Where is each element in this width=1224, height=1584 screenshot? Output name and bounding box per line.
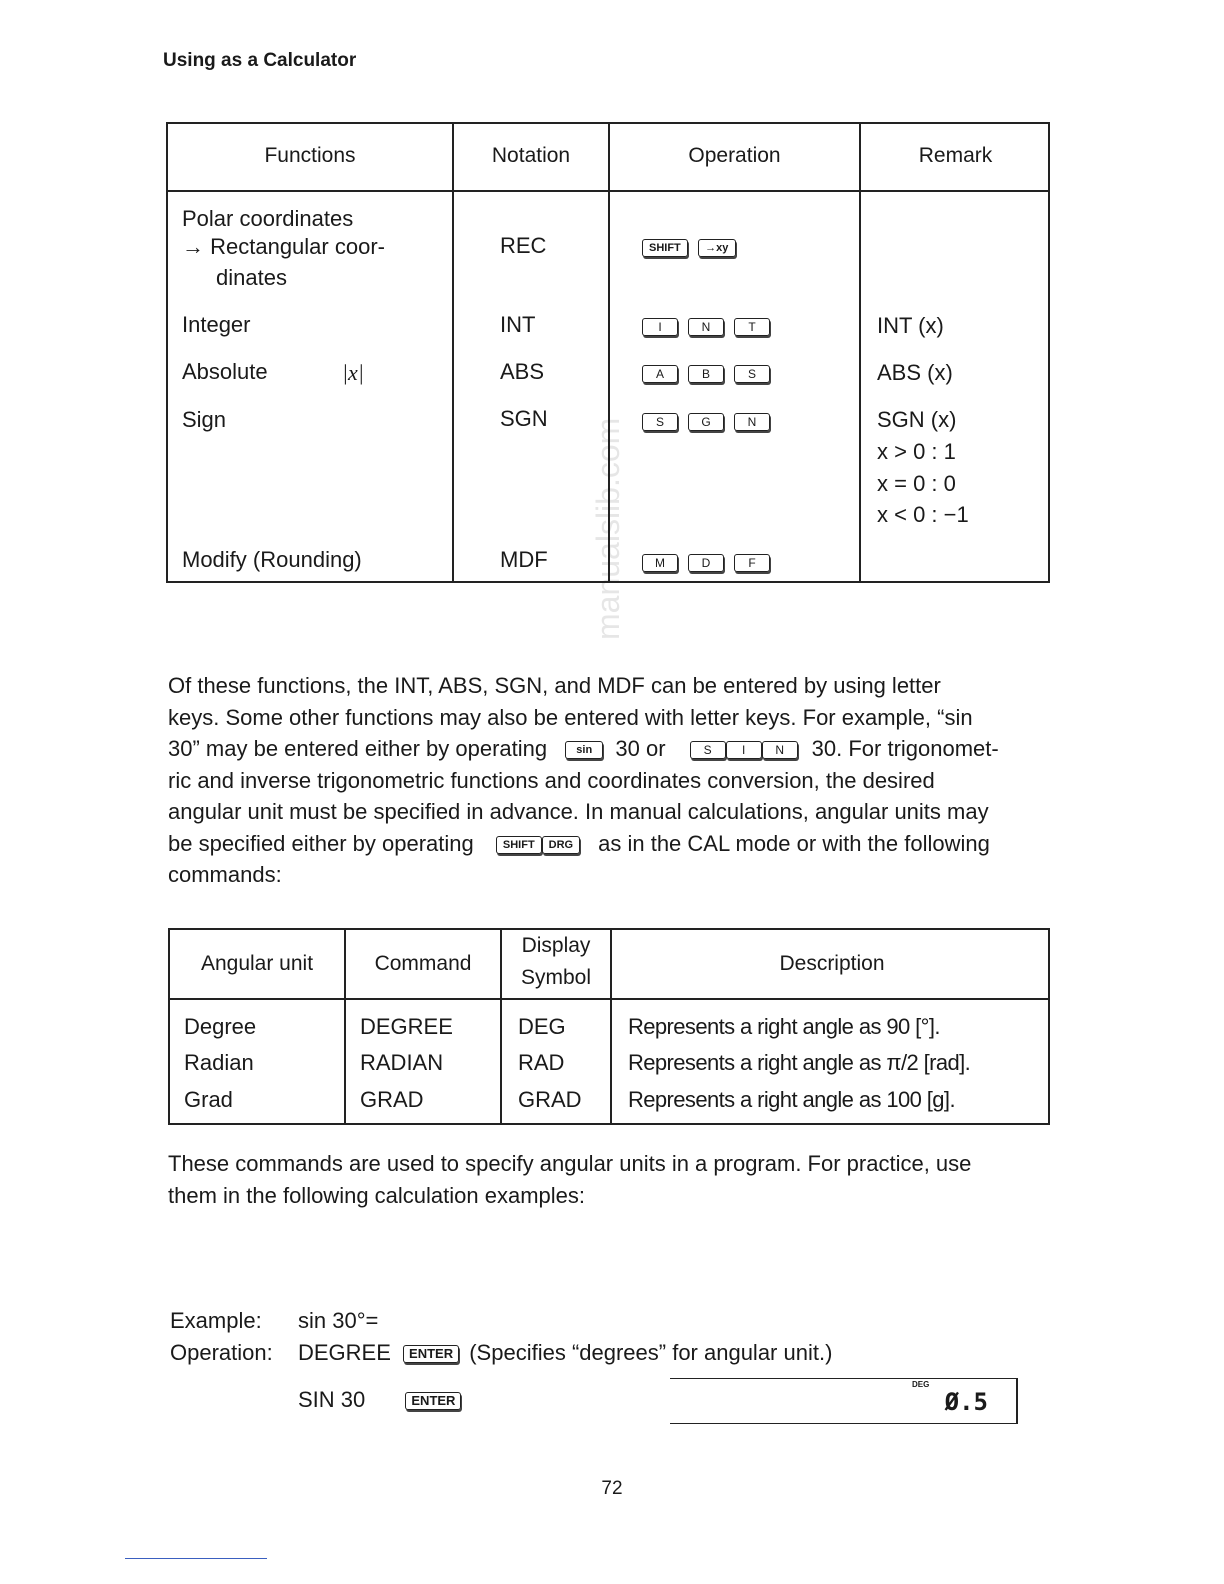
drg-key: DRG [542, 836, 580, 854]
letter-key: S [734, 365, 770, 383]
watermark: manualslib.com [590, 417, 626, 640]
example-label: Example: [170, 1308, 262, 1333]
header-notation: Notation [491, 144, 571, 167]
table-divider [608, 124, 610, 581]
letter-key: M [642, 554, 678, 572]
header-operation: Operation [688, 144, 781, 167]
table-divider [500, 930, 502, 1123]
paragraph-line: keys. Some other functions may also be entered with letter keys. For example, “sin [168, 704, 973, 730]
letter-key: I [726, 741, 762, 759]
paragraph-text: 30” may be entered either by operating [168, 736, 548, 761]
table-header-divider [170, 998, 1048, 1000]
body-paragraph [168, 670, 1050, 891]
paragraph-line [168, 828, 1050, 860]
function-cell: Modify (Rounding) [182, 547, 362, 572]
function-cell: Absolute [182, 359, 268, 384]
letter-key: F [734, 554, 770, 572]
notation-cell: INT [500, 312, 536, 337]
letter-key: D [688, 554, 724, 572]
paragraph-line: Of these functions, the INT, ABS, SGN, and MDF can be entered by using letter [168, 673, 941, 698]
letter-key: S [690, 741, 726, 759]
header-display: Display [521, 934, 591, 957]
sin-key: sin [565, 741, 603, 759]
remark-cell: x < 0 : −1 [877, 502, 969, 527]
operation-step-1 [298, 1338, 832, 1368]
operation-cell [642, 406, 780, 436]
symbol-cell: DEG [518, 1014, 566, 1039]
table-divider [452, 124, 454, 581]
deg-indicator: DEG [912, 1380, 930, 1389]
body-paragraph [168, 1148, 1050, 1211]
operation-step-2 [298, 1385, 471, 1415]
function-cell: dinates [216, 265, 287, 290]
enter-key: ENTER [403, 1345, 459, 1363]
notation-cell: MDF [500, 547, 548, 572]
letter-key: N [734, 413, 770, 431]
symbol-cell: RAD [518, 1050, 565, 1075]
header-functions: Functions [264, 144, 356, 167]
example-value: sin 30°= [298, 1308, 379, 1333]
shift-key: SHIFT [642, 239, 688, 257]
function-cell: Polar coordinates [182, 206, 354, 231]
description-cell: Represents a right angle as π/2 [rad]. [628, 1050, 971, 1075]
operation-cell [642, 547, 780, 577]
remark-cell: x > 0 : 1 [877, 439, 956, 464]
paragraph-line: angular unit must be specified in advance. In manual calculations, angular units may [168, 799, 989, 824]
enter-key: ENTER [405, 1392, 461, 1410]
table-header-divider [168, 190, 1048, 192]
header-remark: Remark [918, 144, 993, 167]
angular-unit-table [168, 928, 1050, 1125]
table-divider [859, 124, 861, 581]
header-angular-unit: Angular unit [200, 952, 314, 975]
command-cell: RADIAN [360, 1050, 444, 1075]
remark-cell: INT (x) [877, 313, 944, 338]
shift-key: SHIFT [496, 836, 542, 854]
display-value: Ø.5 [944, 1388, 988, 1416]
notation-cell: REC [500, 233, 547, 258]
remark-cell: SGN (x) [877, 407, 957, 432]
paragraph-line: These commands are used to specify angular units in a program. For practice, use [168, 1151, 972, 1176]
footer-divider [125, 1558, 267, 1559]
remark-cell: ABS (x) [877, 360, 953, 385]
header-command: Command [374, 952, 472, 975]
functions-table [166, 122, 1050, 583]
letter-key: I [642, 318, 678, 336]
to-xy-key: →xy [698, 239, 736, 257]
notation-cell: SGN [500, 406, 548, 431]
paragraph-line: them in the following calculation examples: [168, 1182, 586, 1208]
remark-cell: x = 0 : 0 [877, 471, 956, 496]
page-header: Using as a Calculator [163, 50, 357, 71]
header-description: Description [779, 952, 885, 975]
operation-cell [642, 232, 746, 262]
operation-cell [642, 358, 780, 388]
unit-cell: Degree [184, 1014, 257, 1039]
letter-key: A [642, 365, 678, 383]
letter-key: T [734, 318, 770, 336]
page-number: 72 [601, 1478, 623, 1499]
symbol-cell: GRAD [518, 1087, 582, 1112]
description-cell: Represents a right angle as 100 [g]. [628, 1087, 955, 1112]
function-cell: Integer [182, 312, 251, 337]
header-symbol: Symbol [520, 966, 592, 989]
letter-key: N [688, 318, 724, 336]
paragraph-text: as in the CAL mode or with the following [598, 830, 990, 856]
paragraph-line: commands: [168, 862, 282, 887]
command-cell: GRAD [360, 1087, 424, 1112]
operation-note: (Specifies “degrees” for angular unit.) [469, 1340, 833, 1365]
paragraph-line: ric and inverse trigonometric functions and coordinates conversion, the desired [168, 767, 935, 793]
command-text: DEGREE [298, 1340, 391, 1365]
unit-cell: Radian [184, 1050, 254, 1075]
letter-key: N [762, 741, 798, 759]
letter-key: B [688, 365, 724, 383]
calculator-display [670, 1378, 1018, 1424]
letter-key: G [688, 413, 724, 431]
command-text: SIN 30 [298, 1387, 366, 1412]
unit-cell: Grad [184, 1087, 233, 1112]
paragraph-line [168, 733, 1050, 765]
operation-label: Operation: [170, 1340, 273, 1365]
paragraph-text: 30. For trigonomet- [811, 736, 999, 761]
operation-cell [642, 311, 780, 341]
notation-cell: ABS [500, 359, 545, 384]
function-cell: → Rectangular coor- [182, 234, 385, 259]
description-cell: Represents a right angle as 90 [°]. [628, 1014, 940, 1039]
letter-key: S [642, 413, 678, 431]
command-cell: DEGREE [360, 1014, 453, 1039]
paragraph-text: 30 or [615, 736, 666, 761]
abs-symbol: |x| [342, 360, 364, 385]
paragraph-text: be specified either by operating [168, 830, 474, 856]
function-cell: Sign [182, 407, 227, 432]
